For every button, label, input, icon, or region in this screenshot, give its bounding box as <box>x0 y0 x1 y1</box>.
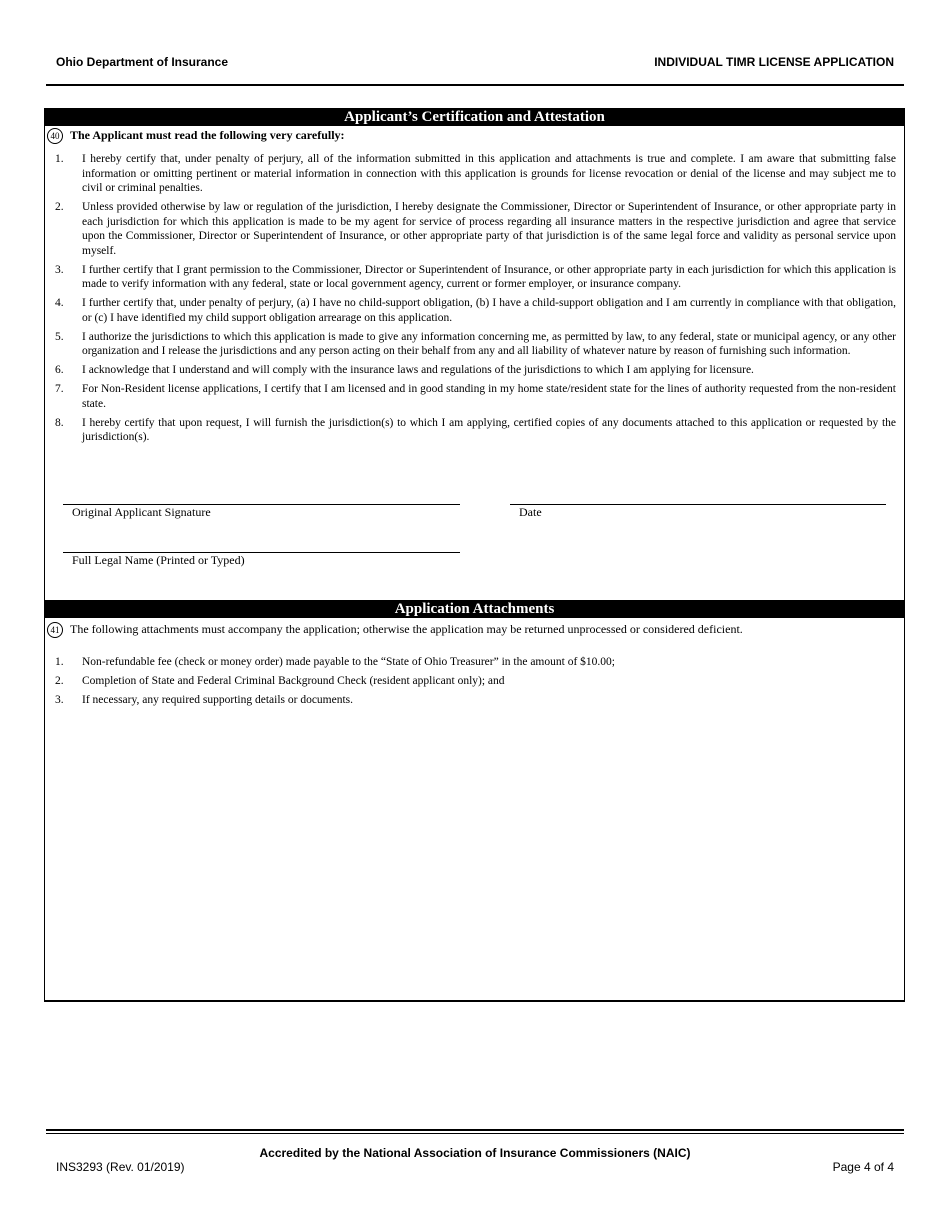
date-line[interactable] <box>510 504 886 505</box>
attachments-section-title: Application Attachments <box>45 600 904 618</box>
list-item: 7. For Non-Resident license applications, I certify that I am licensed and in good standing in my home state/resident state for the lines of authority requested from the non-resident state. <box>55 383 896 410</box>
list-item: 1. Non-refundable fee (check or money order) made payable to the “State of Ohio Treasurer” in the amount of $10.00; <box>55 656 615 668</box>
date-label: Date <box>519 505 542 519</box>
list-item: 4. I further certify that, under penalty of perjury, (a) I have no child-support obligation, (b) I have a child-support obligation and I am currently in compliance with that obligation, or (c) I have identified my child support obligation arrearage on this application. <box>55 297 896 324</box>
attachments-lead: The following attachments must accompany the application; otherwise the application may be returned unprocessed or considered deficient. <box>70 622 743 636</box>
footer-divider <box>46 1129 904 1131</box>
form-id: INS3293 (Rev. 01/2019) <box>56 1160 185 1174</box>
header-divider <box>46 84 904 86</box>
certification-section-title: Applicant’s Certification and Attestation <box>45 108 904 126</box>
footer-divider-thin <box>46 1133 904 1134</box>
list-item: 8. I hereby certify that upon request, I will furnish the jurisdiction(s) to which I am applying, certified copies of any documents attached to this application or requested by the jurisdiction(s). <box>55 416 896 443</box>
form-body <box>44 108 905 1002</box>
list-item: 2. Unless provided otherwise by law or regulation of the jurisdiction, I hereby designate the Commissioner, Director or Superintendent of Insurance, or other appropriate party in each jurisdiction for which this application is made to be my agent for service of process regarding all insurance matters in the respective jurisdiction and agree that service upon the Commissioner, Director or Superintendent of Insurance, or other appropriate party of that jurisdiction is of the same legal force and validity as personal service upon myself. <box>55 201 896 257</box>
list-item: 3. I further certify that I grant permission to the Commissioner, Director or Superintendent of Insurance, or other appropriate party in each jurisdiction for which this application is made to verify information with any federal, state or local government agency, current or former employer, or insurance company. <box>55 263 896 290</box>
page-number: Page 4 of 4 <box>832 1160 894 1174</box>
accreditation-note: Accredited by the National Association of Insurance Commissioners (NAIC) <box>259 1146 691 1160</box>
attachments-list <box>45 655 896 712</box>
signature-label: Original Applicant Signature <box>72 505 211 519</box>
list-item: 2. Completion of State and Federal Criminal Background Check (resident applicant only); and <box>55 675 505 687</box>
full-name-label: Full Legal Name (Printed or Typed) <box>72 553 245 567</box>
form-title: INDIVIDUAL TIMR LICENSE APPLICATION <box>654 55 894 69</box>
question-number-badge: 41 <box>47 622 63 638</box>
certification-list <box>45 152 896 449</box>
question-number-badge: 40 <box>47 128 63 144</box>
agency-name: Ohio Department of Insurance <box>56 55 229 69</box>
list-item: 3. If necessary, any required supporting details or documents. <box>55 694 354 706</box>
certification-lead: The Applicant must read the following very carefully: <box>70 128 345 142</box>
list-item: 6. I acknowledge that I understand and will comply with the insurance laws and regulations of the jurisdictions to which I am applying for licensure. <box>55 364 754 376</box>
list-item: 5. I authorize the jurisdictions to which this application is made to give any information concerning me, as permitted by law, to any federal, state or municipal agency, or any other organization and I release the jurisdictions and any person acting on their behalf from any and all liability of whatever nature by reason of furnishing such information. <box>55 330 896 357</box>
list-item: 1. I hereby certify that, under penalty of perjury, all of the information submitted in this application and attachments is true and complete. I am aware that submitting false information or omitting pertinent or material information in connection with this application is grounds for license revocation or denial of the license and may subject me to civil or criminal penalties. <box>55 153 896 194</box>
